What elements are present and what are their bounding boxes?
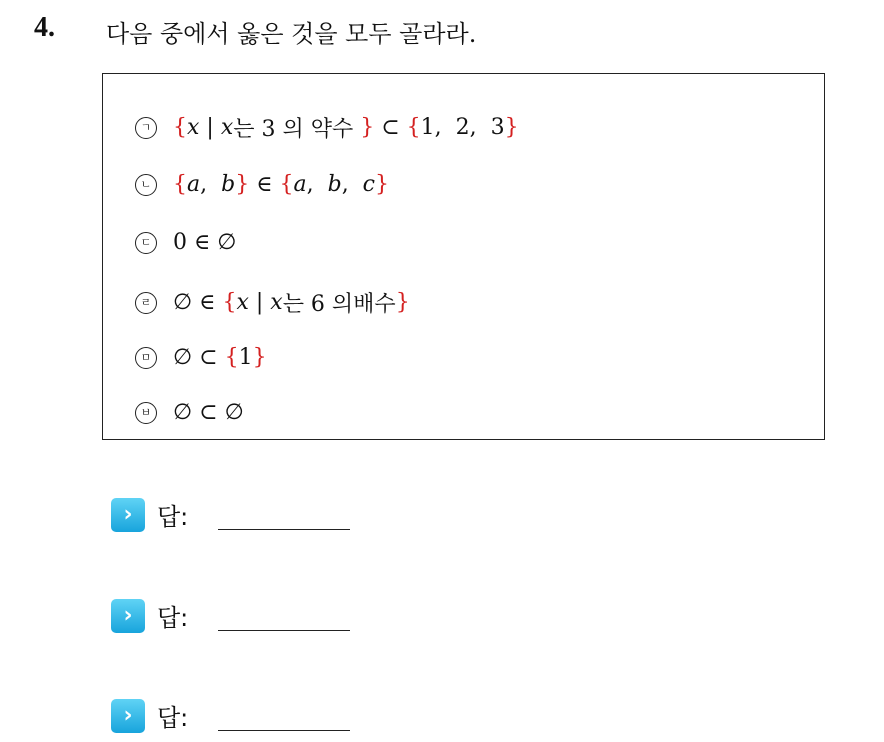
math-var: x — [236, 290, 249, 315]
math-text: , — [200, 172, 222, 197]
math-text: ∅ ⊂ ∅ — [173, 400, 244, 425]
answer-label: 답: — [157, 704, 189, 732]
answer-row-2 — [111, 598, 350, 633]
math-text: , — [306, 172, 328, 197]
math-text: ∈ — [249, 172, 280, 197]
math-var: x — [220, 115, 234, 140]
math-text: ⊂ — [374, 115, 407, 140]
option-3 — [135, 230, 236, 255]
chevron-right-icon: › — [111, 699, 145, 733]
brace: { — [224, 345, 239, 370]
option-marker: ㄹ — [135, 292, 157, 314]
math-text: | — [199, 115, 221, 140]
option-marker: ㄴ — [135, 174, 157, 196]
math-var: c — [362, 172, 375, 197]
answer-label: 답: — [157, 604, 189, 632]
math-text: 는 6 의배수 — [282, 292, 396, 317]
answer-row-3 — [111, 698, 350, 733]
brace: { — [173, 115, 187, 140]
math-var: x — [270, 290, 283, 315]
math-var: a — [293, 172, 307, 197]
option-marker: ㅂ — [135, 402, 157, 424]
options-box — [102, 73, 825, 440]
brace: } — [504, 115, 519, 140]
math-var: b — [327, 172, 342, 197]
option-1 — [135, 112, 519, 143]
option-marker: ㄱ — [135, 117, 157, 139]
brace: { — [406, 115, 421, 140]
option-marker: ㅁ — [135, 347, 157, 369]
brace: } — [395, 290, 410, 315]
brace: { — [222, 290, 237, 315]
option-marker: ㄷ — [135, 232, 157, 254]
math-var: x — [187, 115, 200, 140]
brace: { — [173, 172, 187, 197]
brace: } — [252, 345, 267, 370]
answer-row-1 — [111, 497, 350, 532]
math-text: ∅ ⊂ — [173, 345, 225, 370]
option-6 — [135, 400, 244, 425]
math-text: | — [248, 290, 271, 315]
math-text: 는 3 의 약수 — [233, 117, 361, 142]
option-5 — [135, 345, 267, 370]
brace: } — [235, 172, 250, 197]
question-number: 4. — [34, 12, 55, 43]
brace: { — [279, 172, 294, 197]
math-var: b — [221, 172, 236, 197]
option-2 — [135, 172, 389, 197]
math-text: 1 — [238, 345, 253, 370]
question-text: 다음 중에서 옳은 것을 모두 골라라. — [106, 20, 477, 48]
answer-label: 답: — [157, 503, 189, 531]
answer-blank[interactable] — [218, 630, 350, 631]
chevron-right-icon: › — [111, 498, 145, 532]
chevron-right-icon: › — [111, 599, 145, 633]
answer-blank[interactable] — [218, 730, 350, 731]
option-4 — [135, 287, 410, 318]
math-text: , — [341, 172, 363, 197]
brace: } — [375, 172, 389, 197]
math-text: 1, 2, 3 — [420, 115, 505, 140]
math-var: a — [187, 172, 201, 197]
math-text: 0 ∈ ∅ — [173, 230, 237, 255]
math-text: ∅ ∈ — [173, 290, 223, 315]
answer-blank[interactable] — [218, 529, 350, 530]
brace: } — [360, 115, 375, 140]
